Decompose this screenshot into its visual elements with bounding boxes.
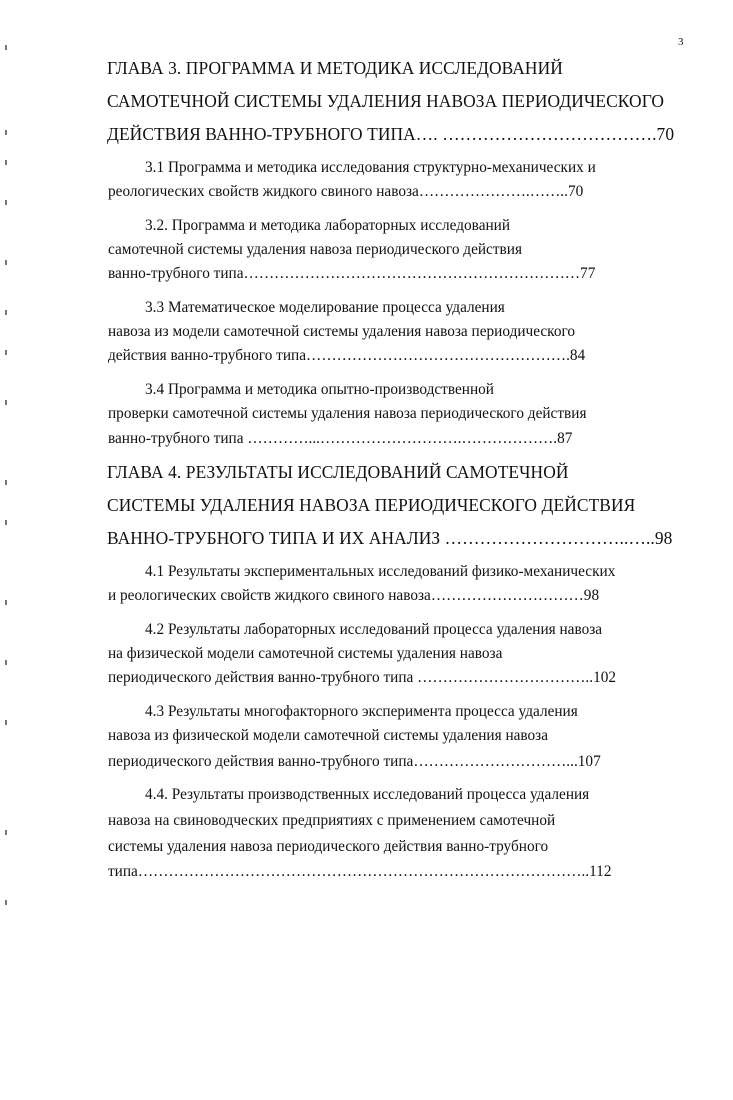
section-3-2-line-2: самотечной системы удаления навоза периодического действия [108,241,522,258]
scan-speck [5,130,7,135]
section-4-1-line-2: и реологических свойств жидкого свиного навоза…………………………98 [108,587,600,604]
chapter-4-title-line-3: ВАННО-ТРУБНОГО ТИПА И ИХ АНАЛИЗ …………………………..…..98 [107,528,673,548]
scan-speck [5,310,7,315]
scan-speck [5,260,7,265]
scan-speck [5,160,7,165]
section-4-2-line-2: на физической модели самотечной системы удаления навоза [108,645,503,662]
scan-speck [5,720,7,725]
section-3-4-line-1: 3.4 Программа и методика опытно-производственной [145,381,494,398]
section-3-3-line-2: навоза из модели самотечной системы удаления навоза периодического [108,323,576,340]
scan-speck [5,200,7,205]
scan-speck [5,400,7,405]
section-3-3-line-3: действия ванно-трубного типа…………………………………………….84 [108,347,586,364]
section-3-1-line-2: реологических свойств жидкого свиного навоза………………….……..70 [108,183,584,200]
scan-speck [5,600,7,605]
section-4-2-line-3: периодического действия ванно-трубного типа ……………………………..102 [108,669,617,686]
scan-speck [5,830,7,835]
scan-speck [5,900,7,905]
chapter-3-title-line-2: САМОТЕЧНОЙ СИСТЕМЫ УДАЛЕНИЯ НАВОЗА ПЕРИОДИЧЕСКОГО [107,91,665,111]
section-3-3-line-1: 3.3 Математическое моделирование процесса удаления [145,299,505,316]
section-4-3-line-1: 4.3 Результаты многофакторного эксперимента процесса удаления [145,703,578,720]
section-4-4-line-3: системы удаления навоза периодического действия ванно-трубного [108,838,549,855]
scan-speck [5,350,7,355]
chapter-4-title-line-2: СИСТЕМЫ УДАЛЕНИЯ НАВОЗА ПЕРИОДИЧЕСКОГО ДЕЙСТВИЯ [107,495,636,515]
chapter-3-title-line-1: ГЛАВА 3. ПРОГРАММА И МЕТОДИКА ИССЛЕДОВАНИЙ [107,58,563,78]
section-4-3-line-2: навоза из физической модели самотечной системы удаления навоза [108,727,549,744]
scan-speck [5,520,7,525]
section-4-1-line-1: 4.1 Результаты экспериментальных исследований физико-механических [145,563,616,580]
section-3-2-line-1: 3.2. Программа и методика лабораторных исследований [145,217,511,234]
section-4-3-line-3: периодического действия ванно-трубного типа…………………………...107 [108,753,601,770]
section-3-1-line-1: 3.1 Программа и методика исследования структурно-механических и [145,159,596,176]
section-4-4-line-4: типа……………………………………………………………………………..112 [108,863,612,880]
scan-speck [5,45,7,50]
section-4-2-line-1: 4.2 Результаты лабораторных исследований процесса удаления навоза [145,621,603,638]
page-number: 3 [678,36,684,48]
section-4-4-line-2: навоза на свиноводческих предприятиях с применением самотечной [108,812,556,829]
scan-speck [5,660,7,665]
section-3-4-line-2: проверки самотечной системы удаления навоза периодического действия [108,405,587,422]
section-3-2-line-3: ванно-трубного типа…………………………………………………………77 [108,265,596,282]
chapter-4-title-line-1: ГЛАВА 4. РЕЗУЛЬТАТЫ ИССЛЕДОВАНИЙ САМОТЕЧНОЙ [107,462,569,482]
scan-speck [5,480,7,485]
section-3-4-line-3: ванно-трубного типа …………...……………………….……………….87 [108,430,573,447]
chapter-3-title-line-3: ДЕЙСТВИЯ ВАННО-ТРУБНОГО ТИПА…. ……………………………….70 [107,124,675,144]
section-4-4-line-1: 4.4. Результаты производственных исследований процесса удаления [145,786,590,803]
